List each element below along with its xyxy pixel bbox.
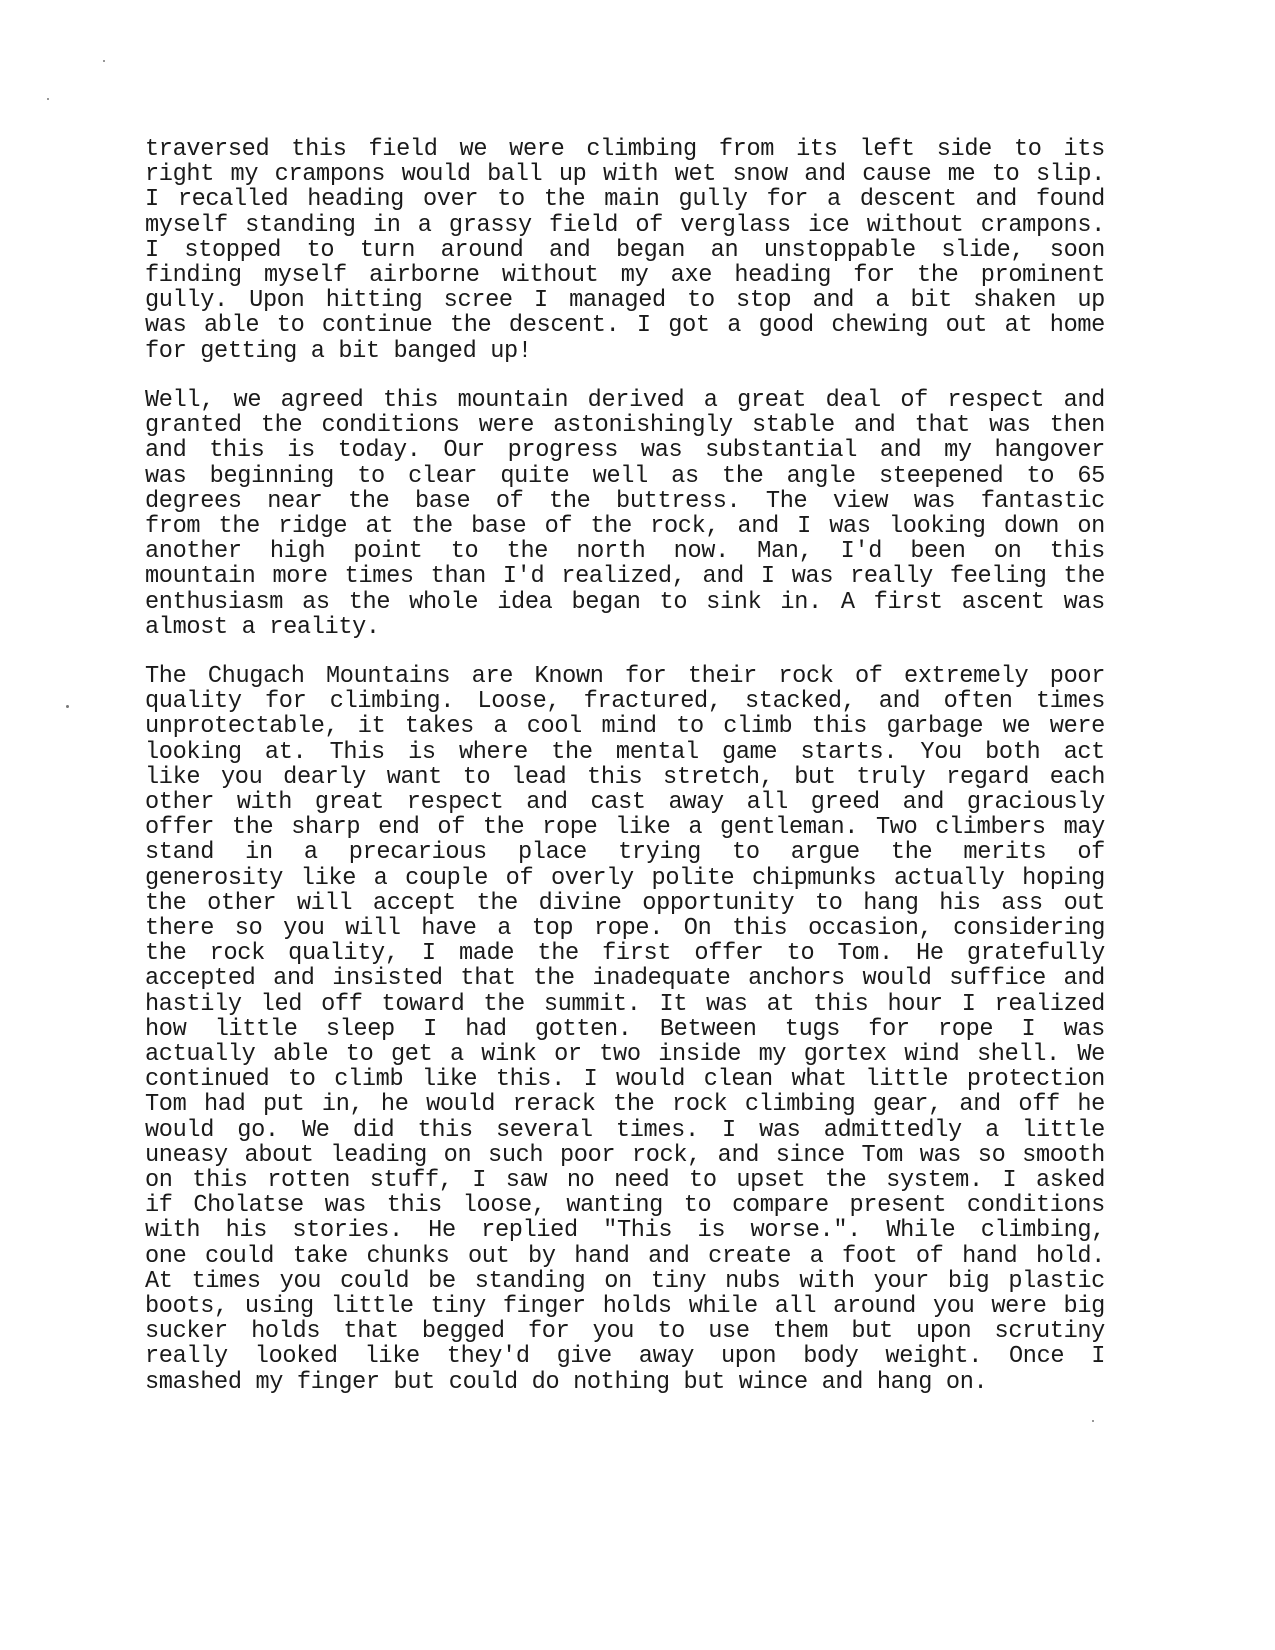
text-line: really looked like they'd give away upon body weight. Once I: [145, 1343, 1105, 1371]
text-line: granted the conditions were astonishingly stable and that was then: [145, 412, 1105, 440]
text-line: At times you could be standing on tiny nubs with your big plastic: [145, 1267, 1105, 1295]
text-line: one could take chunks out by hand and create a foot of hand hold.: [145, 1242, 1105, 1270]
text-line: was able to continue the descent. I got a good chewing out at home: [145, 312, 1105, 340]
text-line: with his stories. He replied "This is worse.". While climbing,: [145, 1217, 1105, 1245]
text-line: The Chugach Mountains are Known for their rock of extremely poor: [145, 663, 1105, 690]
text-line: actually able to get a wink or two inside my gortex wind shell. We: [145, 1041, 1105, 1068]
text-line: on this rotten stuff, I saw no need to upset the system. I asked: [145, 1167, 1105, 1194]
text-line: smashed my finger but could do nothing but wince and hang on.: [145, 1368, 988, 1396]
text-line: was beginning to clear quite well as the angle steepened to 65: [145, 462, 1105, 490]
text-line: stand in a precarious place trying to argue the merits of: [145, 839, 1105, 867]
text-line: like you dearly want to lead this stretch, but truly regard each: [145, 763, 1105, 791]
text-line: degrees near the base of the buttress. The view was fantastic: [145, 487, 1105, 515]
text-line: offer the sharp end of the rope like a gentleman. Two climbers may: [145, 814, 1105, 842]
text-line: there so you will have a top rope. On this occasion, considering: [145, 915, 1105, 942]
text-line: and this is today. Our progress was substantial and my hangover: [145, 437, 1105, 465]
text-line: uneasy about leading on such poor rock, and since Tom was so smooth: [145, 1141, 1105, 1169]
scan-speck: [1092, 1420, 1094, 1422]
text-line: if Cholatse was this loose, wanting to compare present conditions: [145, 1192, 1105, 1220]
text-line: another high point to the north now. Man, I'd been on this: [145, 538, 1105, 566]
text-line: mountain more times than I'd realized, and I was really feeling the: [145, 563, 1105, 591]
text-line: Well, we agreed this mountain derived a great deal of respect and: [145, 387, 1105, 414]
text-line: unprotectable, it takes a cool mind to climb this garbage we were: [145, 713, 1105, 741]
text-line: I recalled heading over to the main gully for a descent and found: [145, 186, 1105, 214]
text-line: myself standing in a grassy field of verglass ice without crampons.: [145, 211, 1105, 239]
text-line: finding myself airborne without my axe heading for the prominent: [145, 262, 1105, 289]
text-line: enthusiasm as the whole idea began to sink in. A first ascent was: [145, 588, 1105, 616]
text-line: almost a reality.: [145, 613, 380, 641]
text-line: right my crampons would ball up with wet snow and cause me to slip.: [145, 161, 1105, 189]
text-line: how little sleep I had gotten. Between tugs for rope I was: [145, 1015, 1105, 1043]
text-line: would go. We did this several times. I was admittedly a little: [145, 1116, 1105, 1144]
text-line: quality for climbing. Loose, fractured, stacked, and often times: [145, 688, 1105, 716]
scan-speck: [66, 705, 69, 708]
scan-speck: [103, 60, 105, 62]
text-line: from the ridge at the base of the rock, and I was looking down on: [145, 513, 1105, 540]
text-line: looking at. This is where the mental game starts. You both act: [145, 738, 1105, 766]
text-line: accepted and insisted that the inadequate anchors would suffice and: [145, 965, 1105, 993]
text-line: the rock quality, I made the first offer to Tom. He gratefully: [145, 940, 1105, 968]
text-line: continued to climb like this. I would clean what little protection: [145, 1066, 1105, 1094]
text-line: generosity like a couple of overly polite chipmunks actually hoping: [145, 864, 1105, 892]
text-line: sucker holds that begged for you to use them but upon scrutiny: [145, 1318, 1105, 1346]
text-line: the other will accept the divine opportunity to hang his ass out: [145, 889, 1105, 917]
text-line: gully. Upon hitting scree I managed to stop and a bit shaken up: [145, 287, 1105, 315]
text-line: for getting a bit banged up!: [145, 337, 532, 365]
text-line: boots, using little tiny finger holds while all around you were big: [145, 1293, 1105, 1320]
text-line: Tom had put in, he would rerack the rock climbing gear, and off he: [145, 1091, 1105, 1119]
text-line: traversed this field we were climbing from its left side to its: [145, 136, 1105, 163]
text-line: I stopped to turn around and began an unstoppable slide, soon: [145, 236, 1105, 264]
text-line: hastily led off toward the summit. It was at this hour I realized: [145, 990, 1105, 1018]
text-line: other with great respect and cast away all greed and graciously: [145, 789, 1105, 816]
scan-speck: [47, 98, 49, 100]
